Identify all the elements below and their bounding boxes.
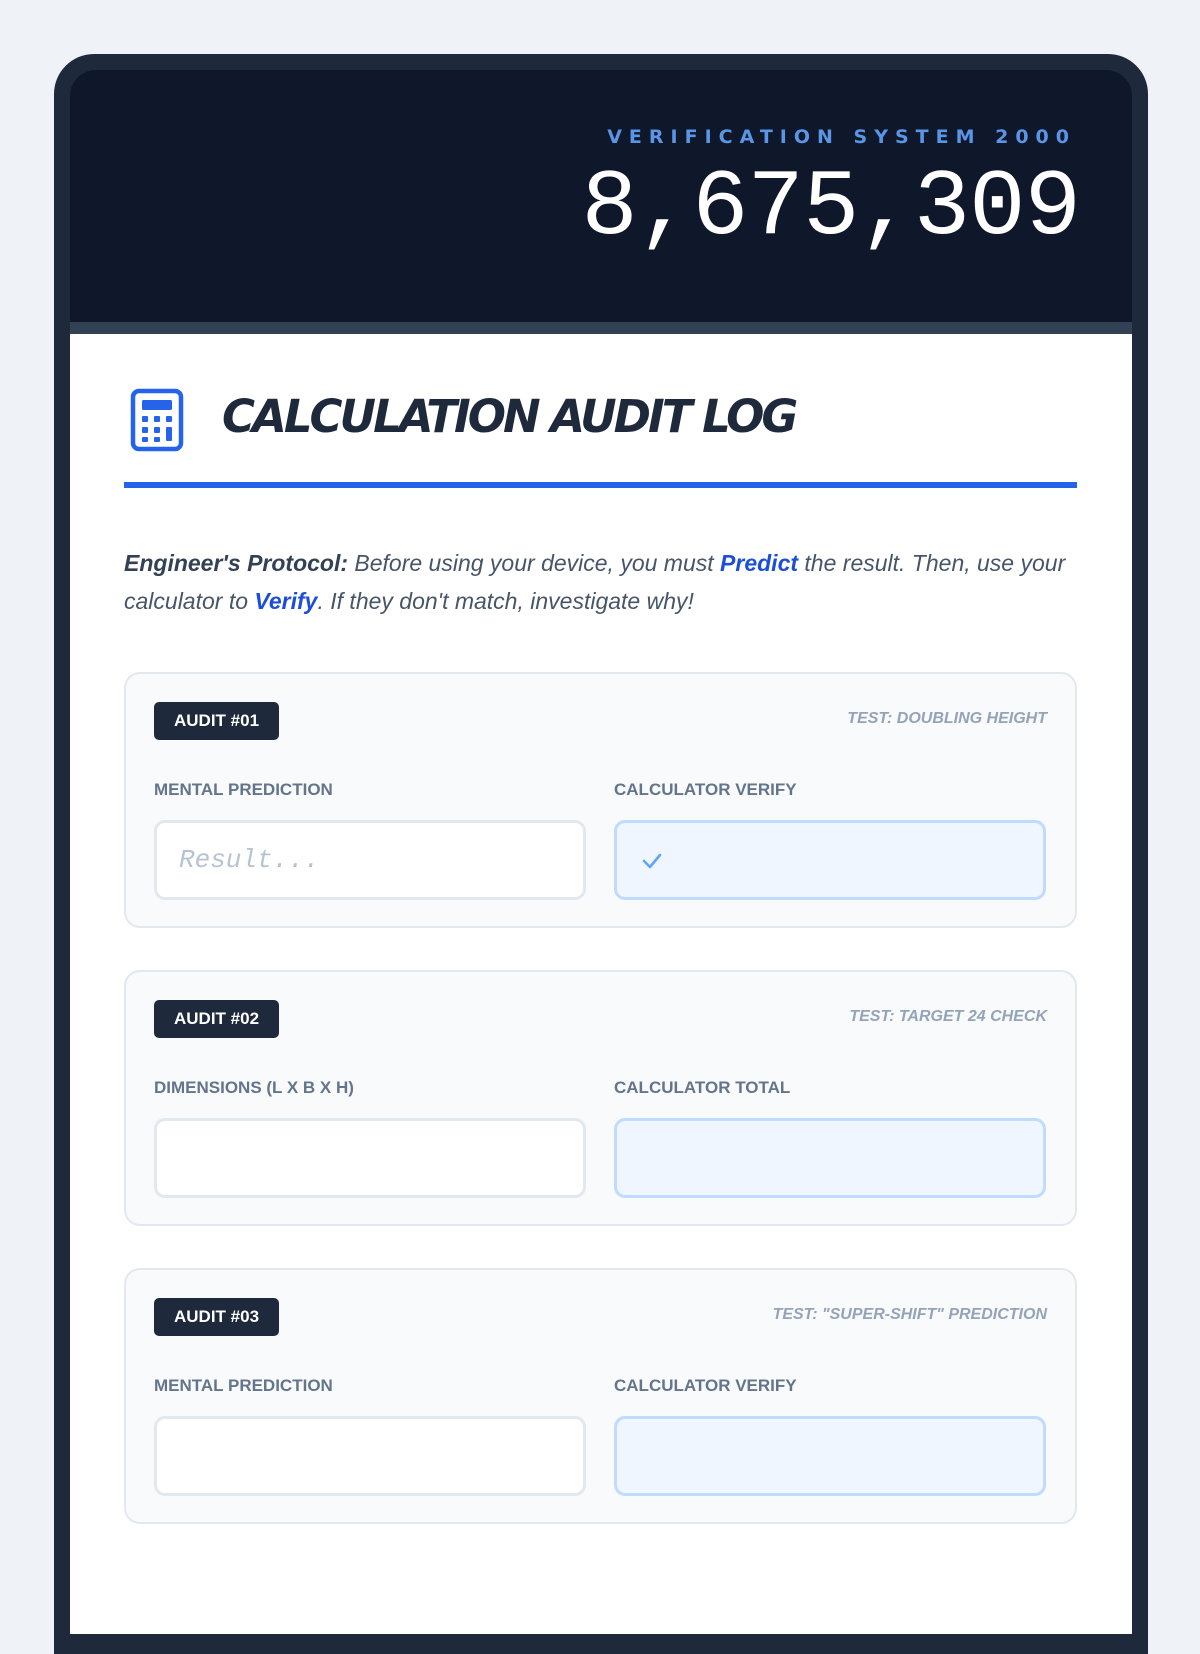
audit-card-1: [124, 672, 1077, 928]
audit-badge: AUDIT #03: [154, 1298, 279, 1336]
audit-card-3: [124, 1268, 1077, 1524]
protocol-text: the result. Then, use your calculator to: [124, 550, 1066, 614]
protocol-keyword-verify: Verify: [254, 588, 318, 614]
calculator-verify-input[interactable]: [614, 1416, 1046, 1496]
audit-test-label: TEST: DOUBLING HEIGHT: [847, 710, 1047, 727]
calculator-total-input[interactable]: [614, 1118, 1046, 1198]
display-readout: 8,675,309: [581, 156, 1080, 262]
audit-test-label: TEST: "SUPER-SHIFT" PREDICTION: [772, 1306, 1047, 1323]
audit-log-panel: [70, 334, 1132, 1634]
calculator-verify-label: CALCULATOR VERIFY: [614, 1376, 797, 1395]
mental-prediction-label: MENTAL PREDICTION: [154, 1376, 333, 1395]
calculator-verify-field[interactable]: [614, 820, 1046, 900]
mental-prediction-input[interactable]: [154, 1416, 586, 1496]
protocol-lead: Engineer's Protocol:: [124, 550, 349, 576]
mental-prediction-input[interactable]: [154, 820, 586, 900]
mental-prediction-label: MENTAL PREDICTION: [154, 780, 333, 799]
system-label: VERIFICATION SYSTEM 2000: [607, 126, 1076, 148]
device-frame: [54, 54, 1148, 1654]
audit-card-2: [124, 970, 1077, 1226]
audit-test-label: TEST: TARGET 24 CHECK: [849, 1008, 1047, 1025]
page-title: CALCULATION AUDIT LOG: [222, 390, 796, 443]
calculator-verify-label: CALCULATOR VERIFY: [614, 780, 797, 799]
header-divider: [70, 322, 1132, 334]
protocol-keyword-predict: Predict: [720, 550, 799, 576]
protocol-text: Before using your device, you must: [348, 550, 721, 576]
dimensions-input[interactable]: [154, 1118, 586, 1198]
title-row: [124, 388, 1077, 488]
audit-badge: AUDIT #01: [154, 702, 279, 740]
calculator-total-label: CALCULATOR TOTAL: [614, 1078, 791, 1097]
display-header: [70, 70, 1132, 322]
dimensions-label: DIMENSIONS (L X B X H): [154, 1078, 354, 1097]
checkmark-icon: [641, 850, 663, 872]
calculator-icon: [130, 388, 184, 452]
protocol-text: . If they don't match, investigate why!: [317, 588, 694, 614]
protocol-instructions: [124, 544, 1077, 620]
audit-badge: AUDIT #02: [154, 1000, 279, 1038]
